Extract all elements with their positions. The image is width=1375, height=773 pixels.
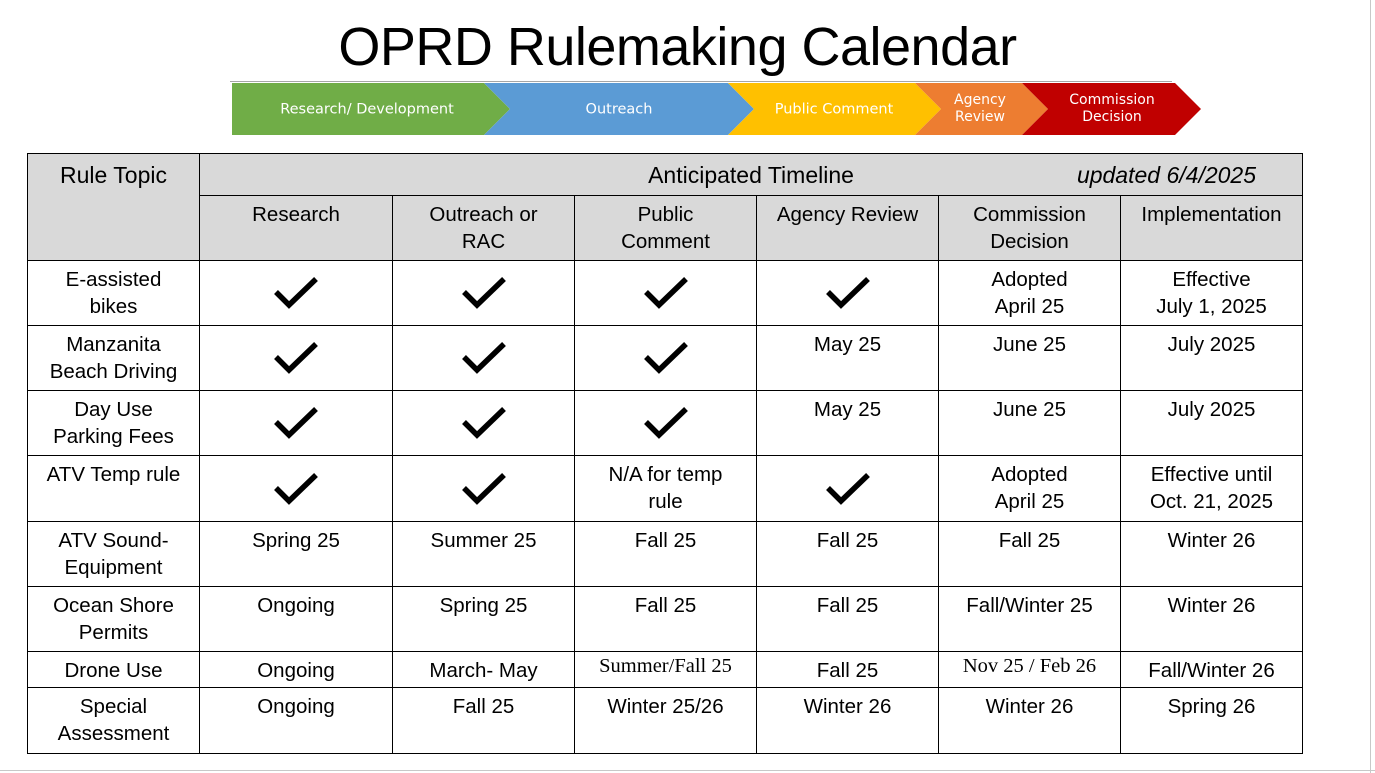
table-cell [757,652,939,688]
table-cell [575,587,757,652]
checkmark-icon [460,274,508,312]
checkmark-icon [642,404,690,442]
table-cell [757,522,939,587]
stage-label-outreach: Outreach [585,101,653,118]
table-cell [1121,587,1303,652]
header-col-implementation [1121,196,1303,261]
header-col-agency-review [757,196,939,261]
table-cell-text-line: Effective [1172,268,1251,291]
row-topic-text-line: Ocean Shore [53,594,174,617]
table-cell-text-line: Summer/Fall 25 [599,655,732,677]
table-cell-check [575,261,757,326]
header-col-text-line: Outreach or [429,203,538,226]
table-cell [1121,326,1303,391]
row-topic-manzanita-beach-driving [28,326,200,391]
table-cell-text-line: April 25 [994,490,1065,513]
row-topic-day-use-parking-fees [28,391,200,456]
row-topic-text-line: Equipment [64,556,163,579]
stage-label-commission-decision-line1: Commission [1069,92,1155,108]
table-cell-text-line: Fall 25 [816,529,879,552]
table-cell [757,326,939,391]
stage-label-agency-review-line1: Agency [954,92,1006,108]
table-cell [1121,391,1303,456]
row-topic-text-line: Assessment [57,722,170,745]
table-cell-text-line: July 2025 [1167,398,1256,421]
table-cell [393,688,575,754]
checkmark-icon [272,470,320,508]
table-cell-text-line: Ongoing [257,594,335,617]
table-cell-text-line: July 2025 [1167,333,1256,356]
table-cell-check [200,326,393,391]
table-cell-text-line: June 25 [993,333,1066,356]
table-cell-check [757,456,939,522]
table-cell [575,688,757,754]
table-body [28,154,1303,754]
checkmark-icon [460,404,508,442]
table-cell-check [393,456,575,522]
table-cell [1121,456,1303,522]
table-cell-check [757,261,939,326]
header-anticipated-timeline-cell [200,154,1303,196]
row-topic-ocean-shore-permits [28,587,200,652]
header-col-public-comment [575,196,757,261]
header-row-columns [28,196,1303,261]
table-cell [1121,522,1303,587]
table-cell-check [200,391,393,456]
table-cell [757,391,939,456]
header-col-research [200,196,393,261]
table-cell-text-line: rule [648,490,683,513]
table-cell-text-line: Adopted [991,463,1068,486]
table-cell [200,652,393,688]
stage-label-agency-review-line2: Review [955,109,1005,125]
table-cell [939,652,1121,688]
checkmark-icon [460,339,508,377]
row-topic-text-line: Drone Use [64,659,163,682]
table-cell-text-line: Fall 25 [998,529,1061,552]
header-row-top [28,154,1303,196]
header-updated-date: updated 6/4/2025 [1076,162,1256,188]
table-cell [939,522,1121,587]
table-cell [200,587,393,652]
header-col-outreach-or-rac [393,196,575,261]
table-cell-text-line: April 25 [994,295,1065,318]
table-cell-text-line: Winter 26 [985,695,1074,718]
row-topic-text-line: Day Use [74,398,153,421]
row-topic-text-line: ATV Sound- [58,529,169,552]
process-chevrons [230,80,1205,136]
table-cell [939,326,1121,391]
table-cell-text-line: Ongoing [257,659,335,682]
header-col-text-line: Comment [621,230,710,253]
row-topic-text-line: Beach Driving [49,360,178,383]
table-cell [200,522,393,587]
table-cell-text-line: Fall 25 [452,695,515,718]
row-topic-text-line: Special [79,695,148,718]
table-cell-text-line: Winter 25/26 [607,695,724,718]
table-cell-text-line: Fall 25 [816,594,879,617]
table-cell-check [575,326,757,391]
table-cell [1121,652,1303,688]
table-cell-text-line: Spring 25 [252,529,340,552]
table-cell [393,652,575,688]
table-cell-text-line: Fall 25 [634,594,697,617]
table-row [28,652,1303,688]
row-topic-drone-use [28,652,200,688]
table-cell-text-line: Ongoing [257,695,335,718]
page-title: OPRD Rulemaking Calendar [338,17,1017,77]
table-cell-text-line: May 25 [813,333,882,356]
table-cell-text-line: Fall 25 [634,529,697,552]
row-topic-text-line: E-assisted [65,268,162,291]
header-col-text-line: Public [637,203,694,226]
header-col-text-line: Implementation [1141,203,1282,226]
table-cell [939,391,1121,456]
table-cell-text-line: Summer 25 [430,529,537,552]
table-cell [575,456,757,522]
table-cell-check [393,326,575,391]
table-cell-check [200,261,393,326]
checkmark-icon [272,339,320,377]
table-cell-text-line: N/A for temp [608,463,723,486]
table-row [28,391,1303,456]
row-topic-special-assessment [28,688,200,754]
table-cell-text-line: Fall 25 [816,659,879,682]
table-cell [939,261,1121,326]
header-anticipated-timeline: Anticipated Timeline [648,162,854,188]
table-cell-text-line: Winter 26 [803,695,892,718]
table-row [28,688,1303,754]
table-cell [575,652,757,688]
table-cell-text-line: Adopted [991,268,1068,291]
table-cell-text-line: Nov 25 / Feb 26 [962,655,1097,677]
header-col-commission-decision [939,196,1121,261]
table-cell-text-line: Fall/Winter 25 [966,594,1093,617]
table-row [28,456,1303,522]
header-col-text-line: RAC [461,230,506,253]
table-cell [1121,261,1303,326]
table-cell-text-line: June 25 [993,398,1066,421]
stage-label-research-development: Research/ Development [280,101,454,118]
checkmark-icon [642,274,690,312]
table-cell-check [575,391,757,456]
row-topic-atv-temp-rule [28,456,200,522]
row-topic-text-line: ATV Temp rule [46,463,181,486]
table-cell [757,587,939,652]
table-row [28,326,1303,391]
header-col-text-line: Decision [990,230,1069,253]
stage-label-agency-review [954,92,1006,125]
table-cell-text-line: Fall/Winter 26 [1148,659,1275,682]
checkmark-icon [272,274,320,312]
table-cell-text-line: Effective until [1150,463,1273,486]
table-cell [939,587,1121,652]
stage-label-public-comment: Public Comment [774,101,894,118]
table-cell-text-line: March- May [429,659,538,682]
table-cell-text-line: July 1, 2025 [1156,295,1267,318]
table-cell-text-line: Spring 25 [439,594,528,617]
row-topic-text-line: Permits [78,621,149,644]
table-cell-check [393,391,575,456]
row-topic-atv-sound-equipment [28,522,200,587]
table-cell-text-line: May 25 [813,398,882,421]
row-topic-text-line: bikes [89,295,138,318]
frame-border-right [1370,0,1371,773]
row-topic-text-line: Parking Fees [53,425,174,448]
table-row [28,261,1303,326]
checkmark-icon [824,470,872,508]
header-col-text-line: Research [252,203,340,226]
header-col-text-line: Commission [973,203,1086,226]
rulemaking-table [27,153,1303,754]
table-cell [939,688,1121,754]
table-cell-check [393,261,575,326]
table-row [28,522,1303,587]
table-cell-text-line: Spring 26 [1167,695,1256,718]
checkmark-icon [460,470,508,508]
table-cell-check [200,456,393,522]
table-cell [939,456,1121,522]
row-topic-e-assisted-bikes [28,261,200,326]
header-col-text-line: Agency Review [776,203,919,226]
table-cell-text-line: Winter 26 [1167,594,1256,617]
table-cell [1121,688,1303,754]
table-row [28,587,1303,652]
table-cell-text-line: Oct. 21, 2025 [1149,490,1274,513]
table-cell [393,522,575,587]
table-cell [393,587,575,652]
header-rule-topic: Rule Topic [28,154,200,261]
frame-border-bottom [0,770,1375,771]
table-cell [757,688,939,754]
checkmark-icon [272,404,320,442]
checkmark-icon [824,274,872,312]
table-cell [575,522,757,587]
row-topic-text-line: Manzanita [66,333,161,356]
table-cell [200,688,393,754]
stage-label-commission-decision-line2: Decision [1082,109,1142,125]
checkmark-icon [642,339,690,377]
table-cell-text-line: Winter 26 [1167,529,1256,552]
